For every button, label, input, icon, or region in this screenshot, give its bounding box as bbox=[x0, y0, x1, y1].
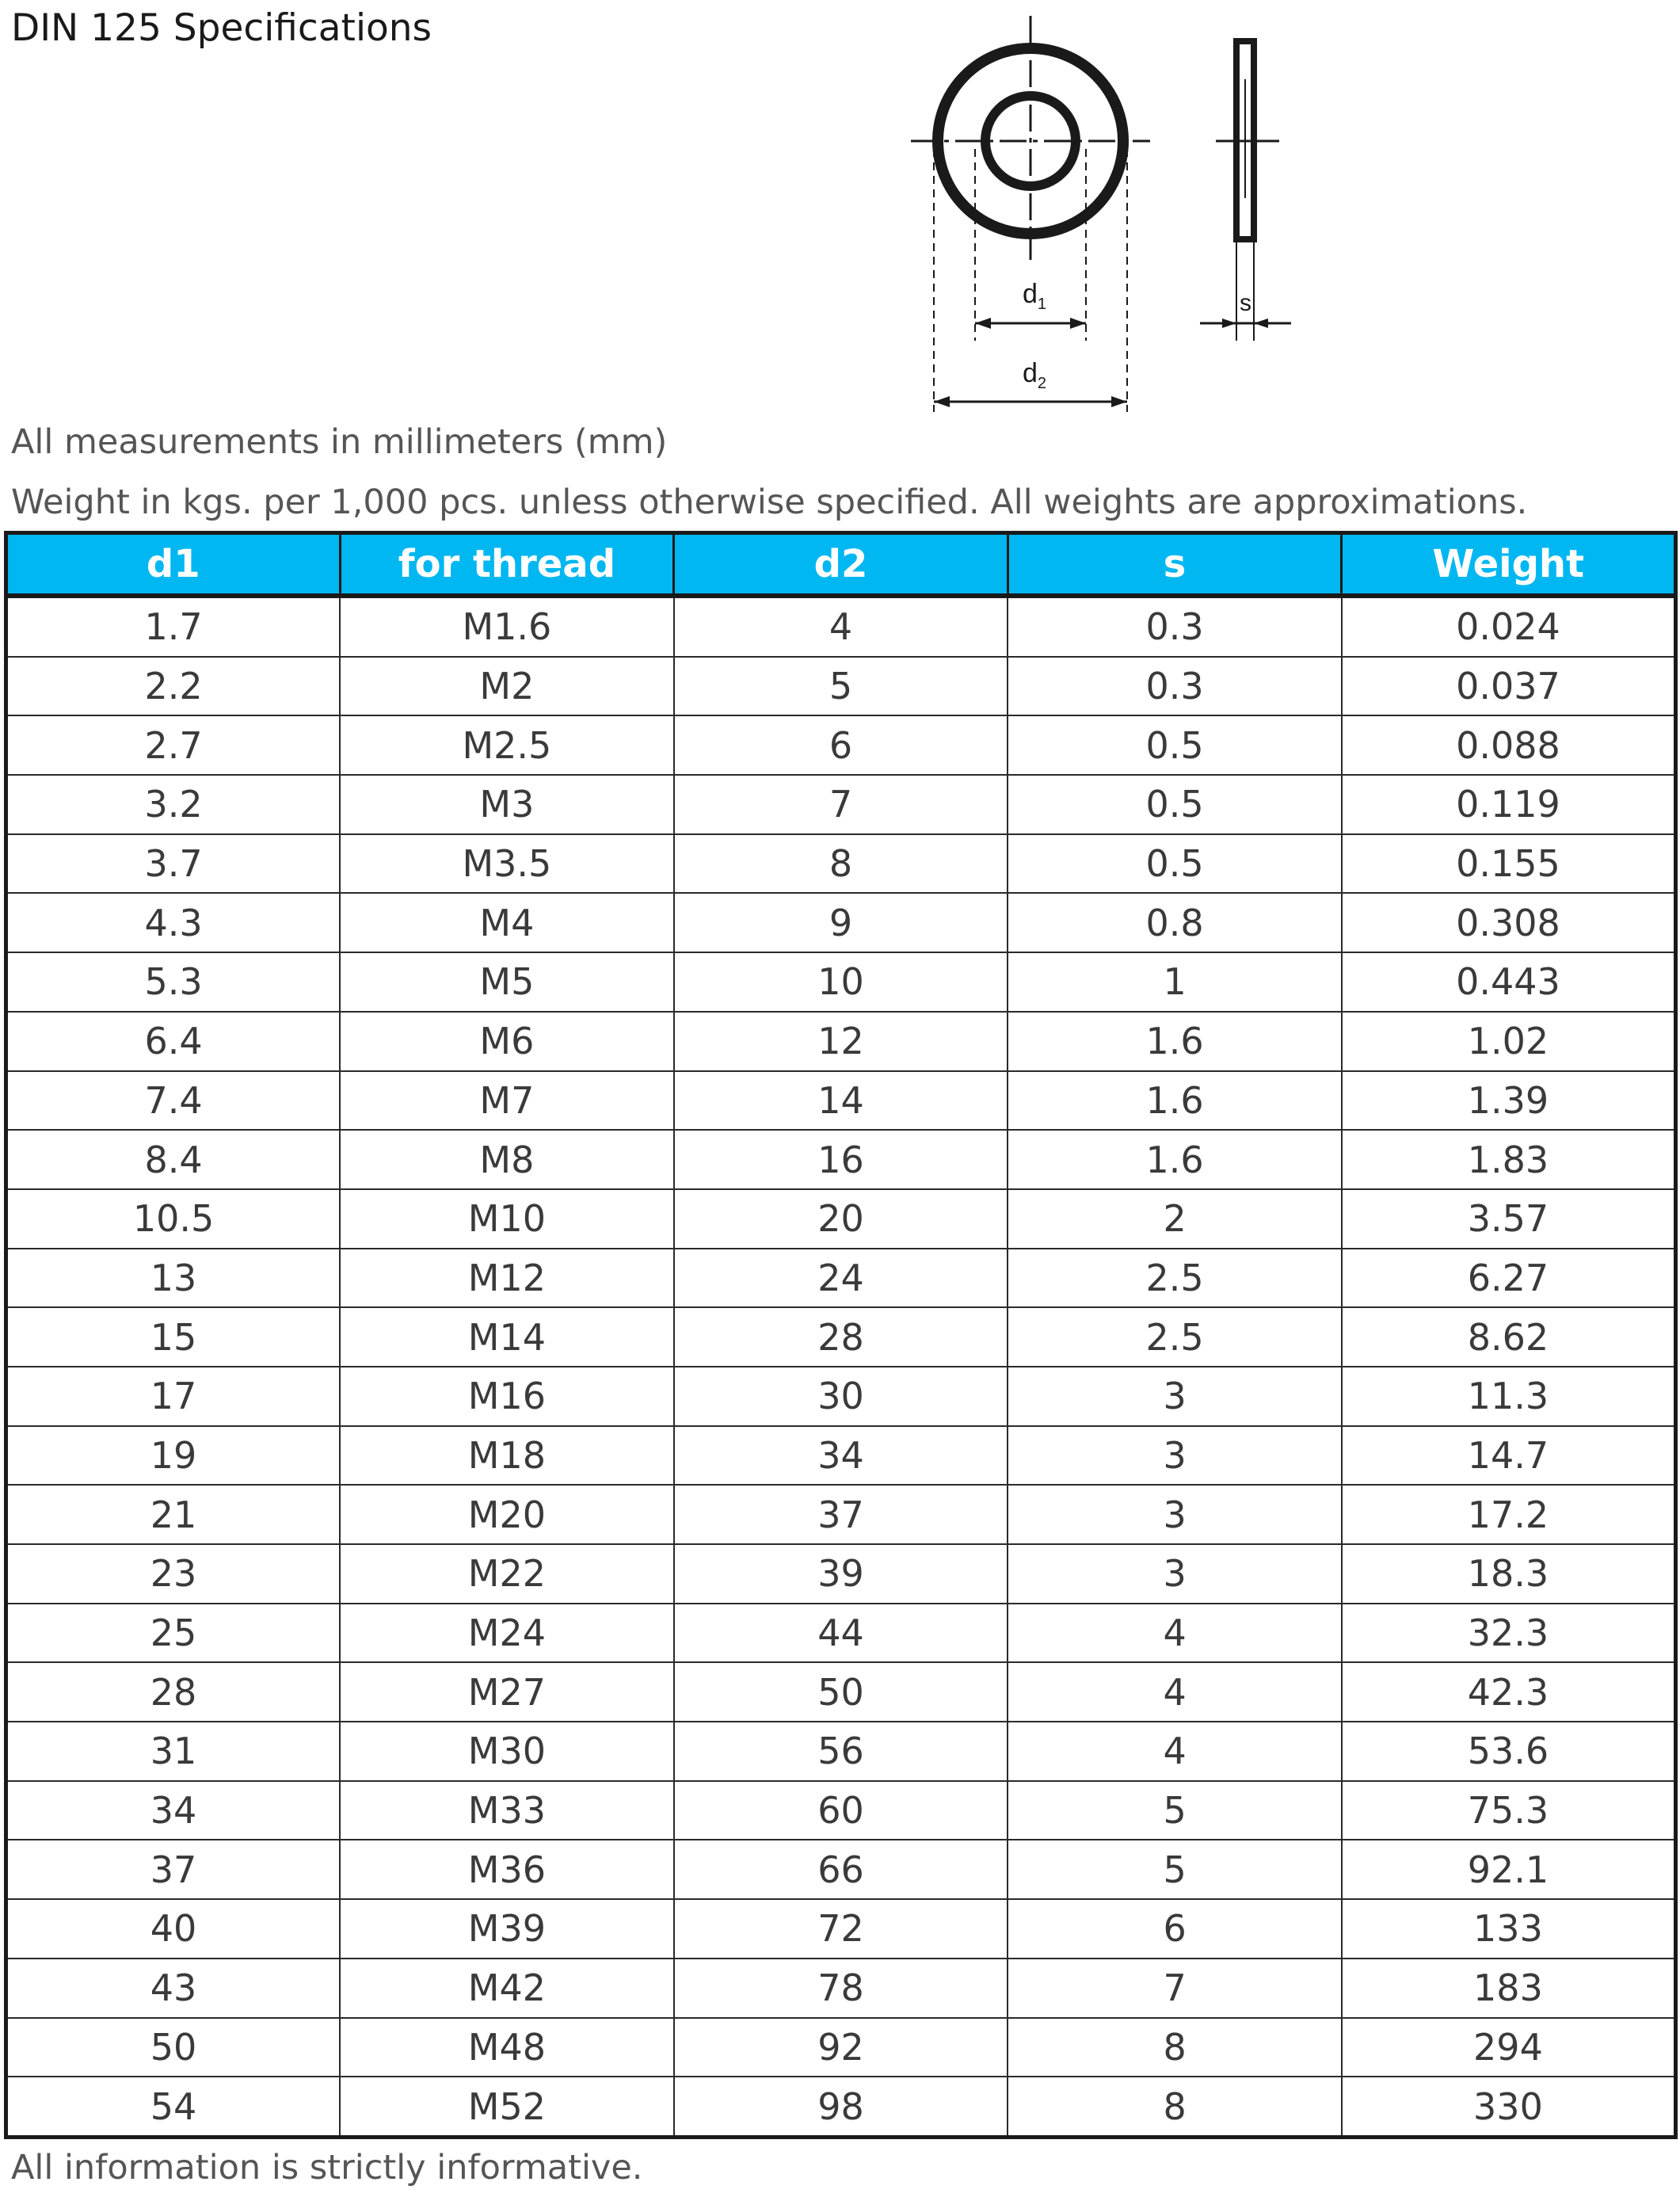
table-cell: 23 bbox=[6, 1544, 341, 1604]
table-cell: 3.57 bbox=[1342, 1189, 1676, 1249]
table-cell: M36 bbox=[340, 1840, 674, 1899]
table-cell: M48 bbox=[340, 2018, 674, 2077]
table-row bbox=[6, 1544, 1676, 1604]
table-cell: 1.83 bbox=[1342, 1130, 1676, 1189]
table-cell: M10 bbox=[340, 1189, 674, 1249]
specifications-table bbox=[4, 531, 1678, 2139]
table-cell: 0.155 bbox=[1342, 834, 1676, 894]
table-cell: M2 bbox=[340, 657, 674, 716]
table-row bbox=[6, 775, 1676, 834]
table-cell: 3 bbox=[1008, 1367, 1342, 1426]
table-cell: 0.088 bbox=[1342, 715, 1676, 775]
table-cell: M30 bbox=[340, 1722, 674, 1781]
table-cell: M5 bbox=[340, 952, 674, 1012]
table-row bbox=[6, 1840, 1676, 1899]
table-cell: 6 bbox=[674, 715, 1008, 775]
table-cell: 40 bbox=[6, 1899, 341, 1959]
table-cell: 4 bbox=[1008, 1722, 1342, 1781]
column-header-thread: for thread bbox=[340, 533, 674, 597]
table-cell: M4 bbox=[340, 893, 674, 952]
table-cell: 50 bbox=[6, 2018, 341, 2077]
table-row bbox=[6, 715, 1676, 775]
table-row bbox=[6, 1781, 1676, 1840]
table-row bbox=[6, 1485, 1676, 1544]
table-row bbox=[6, 952, 1676, 1012]
table-cell: 6 bbox=[1008, 1899, 1342, 1959]
table-cell: 16 bbox=[674, 1130, 1008, 1189]
table-row bbox=[6, 1899, 1676, 1959]
table-cell: 31 bbox=[6, 1722, 341, 1781]
table-row bbox=[6, 2077, 1676, 2137]
table-cell: 4.3 bbox=[6, 893, 341, 952]
table-cell: M18 bbox=[340, 1426, 674, 1486]
table-cell: 19 bbox=[6, 1426, 341, 1486]
table-cell: 39 bbox=[674, 1544, 1008, 1604]
footer-note: All information is strictly informative. bbox=[11, 2148, 643, 2187]
table-cell: 1 bbox=[1008, 952, 1342, 1012]
column-header-weight: Weight bbox=[1342, 533, 1676, 597]
table-cell: 66 bbox=[674, 1840, 1008, 1899]
table-cell: 4 bbox=[674, 596, 1008, 657]
table-row bbox=[6, 596, 1676, 657]
table-row bbox=[6, 657, 1676, 716]
table-row bbox=[6, 834, 1676, 894]
table-cell: 1.39 bbox=[1342, 1071, 1676, 1131]
table-cell: 54 bbox=[6, 2077, 341, 2137]
table-cell: M12 bbox=[340, 1249, 674, 1308]
table-cell: M14 bbox=[340, 1307, 674, 1367]
table-cell: 0.024 bbox=[1342, 596, 1676, 657]
table-cell: 4 bbox=[1008, 1604, 1342, 1663]
table-cell: 78 bbox=[674, 1959, 1008, 2018]
table-cell: 8.4 bbox=[6, 1130, 341, 1189]
table-cell: 0.5 bbox=[1008, 834, 1342, 894]
table-cell: 3 bbox=[1008, 1426, 1342, 1486]
table-cell: 5 bbox=[1008, 1840, 1342, 1899]
table-cell: M20 bbox=[340, 1485, 674, 1544]
table-cell: M2.5 bbox=[340, 715, 674, 775]
table-cell: 56 bbox=[674, 1722, 1008, 1781]
table-cell: 75.3 bbox=[1342, 1781, 1676, 1840]
table-cell: 7 bbox=[1008, 1959, 1342, 2018]
table-cell: 17 bbox=[6, 1367, 341, 1426]
table-cell: 37 bbox=[6, 1840, 341, 1899]
table-cell: 10 bbox=[674, 952, 1008, 1012]
table-cell: 12 bbox=[674, 1012, 1008, 1071]
weight-note: Weight in kgs. per 1,000 pcs. unless otherwise specified. All weights are approximations. bbox=[11, 483, 1528, 522]
table-cell: 42.3 bbox=[1342, 1662, 1676, 1722]
table-cell: 0.443 bbox=[1342, 952, 1676, 1012]
table-cell: 60 bbox=[674, 1781, 1008, 1840]
table-cell: 44 bbox=[674, 1604, 1008, 1663]
table-cell: M3.5 bbox=[340, 834, 674, 894]
table-cell: 4 bbox=[1008, 1662, 1342, 1722]
table-row bbox=[6, 1249, 1676, 1308]
table-cell: M22 bbox=[340, 1544, 674, 1604]
table-cell: M42 bbox=[340, 1959, 674, 2018]
table-cell: 11.3 bbox=[1342, 1367, 1676, 1426]
table-cell: 37 bbox=[674, 1485, 1008, 1544]
table-cell: 14 bbox=[674, 1071, 1008, 1131]
table-cell: M7 bbox=[340, 1071, 674, 1131]
table-cell: 53.6 bbox=[1342, 1722, 1676, 1781]
table-cell: 5 bbox=[1008, 1781, 1342, 1840]
table-row bbox=[6, 1426, 1676, 1486]
table-cell: 133 bbox=[1342, 1899, 1676, 1959]
table-cell: 50 bbox=[674, 1662, 1008, 1722]
table-row bbox=[6, 1662, 1676, 1722]
table-cell: 1.6 bbox=[1008, 1130, 1342, 1189]
table-cell: M33 bbox=[340, 1781, 674, 1840]
table-cell: 0.308 bbox=[1342, 893, 1676, 952]
table-cell: 43 bbox=[6, 1959, 341, 2018]
table-cell: 3.2 bbox=[6, 775, 341, 834]
table-cell: 8 bbox=[1008, 2018, 1342, 2077]
table-cell: 24 bbox=[674, 1249, 1008, 1308]
table-cell: 7.4 bbox=[6, 1071, 341, 1131]
table-row bbox=[6, 1130, 1676, 1189]
table-cell: 2.7 bbox=[6, 715, 341, 775]
table-cell: 8 bbox=[1008, 2077, 1342, 2137]
table-cell: 7 bbox=[674, 775, 1008, 834]
table-cell: 1.6 bbox=[1008, 1012, 1342, 1071]
table-cell: 0.037 bbox=[1342, 657, 1676, 716]
table-cell: 3 bbox=[1008, 1544, 1342, 1604]
table-cell: 92 bbox=[674, 2018, 1008, 2077]
table-cell: M16 bbox=[340, 1367, 674, 1426]
table-row bbox=[6, 1722, 1676, 1781]
table-cell: 21 bbox=[6, 1485, 341, 1544]
table-cell: 92.1 bbox=[1342, 1840, 1676, 1899]
table-cell: 0.3 bbox=[1008, 657, 1342, 716]
table-cell: 30 bbox=[674, 1367, 1008, 1426]
table-cell: M39 bbox=[340, 1899, 674, 1959]
table-cell: 9 bbox=[674, 893, 1008, 952]
table-cell: 3.7 bbox=[6, 834, 341, 894]
table-row bbox=[6, 1604, 1676, 1663]
table-header-row bbox=[6, 533, 1676, 597]
table-cell: 72 bbox=[674, 1899, 1008, 1959]
table-cell: 5.3 bbox=[6, 952, 341, 1012]
table-cell: 32.3 bbox=[1342, 1604, 1676, 1663]
washer-diagram bbox=[895, 8, 1315, 420]
table-cell: 15 bbox=[6, 1307, 341, 1367]
table-cell: 1.7 bbox=[6, 596, 341, 657]
table-cell: 1.6 bbox=[1008, 1071, 1342, 1131]
table-cell: 14.7 bbox=[1342, 1426, 1676, 1486]
table-cell: M8 bbox=[340, 1130, 674, 1189]
table-cell: 13 bbox=[6, 1249, 341, 1308]
table-cell: 98 bbox=[674, 2077, 1008, 2137]
table-cell: 25 bbox=[6, 1604, 341, 1663]
table-cell: 28 bbox=[6, 1662, 341, 1722]
table-cell: M52 bbox=[340, 2077, 674, 2137]
d1-label: $d_1$ bbox=[1023, 279, 1047, 313]
table-cell: 34 bbox=[6, 1781, 341, 1840]
table-cell: M24 bbox=[340, 1604, 674, 1663]
table-cell: 183 bbox=[1342, 1959, 1676, 2018]
table-cell: 20 bbox=[674, 1189, 1008, 1249]
table-cell: M3 bbox=[340, 775, 674, 834]
table-cell: 2.2 bbox=[6, 657, 341, 716]
table-cell: 2.5 bbox=[1008, 1307, 1342, 1367]
table-cell: 6.4 bbox=[6, 1012, 341, 1071]
table-cell: 0.3 bbox=[1008, 596, 1342, 657]
table-row bbox=[6, 1012, 1676, 1071]
table-cell: M6 bbox=[340, 1012, 674, 1071]
table-cell: 3 bbox=[1008, 1485, 1342, 1544]
table-cell: M27 bbox=[340, 1662, 674, 1722]
table-row bbox=[6, 1071, 1676, 1131]
table-cell: 2 bbox=[1008, 1189, 1342, 1249]
table-cell: 34 bbox=[674, 1426, 1008, 1486]
column-header-s: s bbox=[1008, 533, 1342, 597]
table-body bbox=[6, 596, 1676, 2138]
table-row bbox=[6, 1307, 1676, 1367]
table-cell: 0.119 bbox=[1342, 775, 1676, 834]
table-cell: 0.5 bbox=[1008, 715, 1342, 775]
table-cell: 5 bbox=[674, 657, 1008, 716]
column-header-d2: d2 bbox=[674, 533, 1008, 597]
s-label: s bbox=[1240, 290, 1251, 316]
table-cell: 0.5 bbox=[1008, 775, 1342, 834]
table-cell: 330 bbox=[1342, 2077, 1676, 2137]
table-cell: M1.6 bbox=[340, 596, 674, 657]
table-row bbox=[6, 1367, 1676, 1426]
table-cell: 18.3 bbox=[1342, 1544, 1676, 1604]
table-cell: 1.02 bbox=[1342, 1012, 1676, 1071]
table-cell: 8.62 bbox=[1342, 1307, 1676, 1367]
page-title: DIN 125 Specifications bbox=[11, 6, 432, 50]
table-cell: 6.27 bbox=[1342, 1249, 1676, 1308]
table-cell: 17.2 bbox=[1342, 1485, 1676, 1544]
table-row bbox=[6, 893, 1676, 952]
table-cell: 8 bbox=[674, 834, 1008, 894]
table-row bbox=[6, 2018, 1676, 2077]
table-cell: 10.5 bbox=[6, 1189, 341, 1249]
table-cell: 28 bbox=[674, 1307, 1008, 1367]
column-header-d1: d1 bbox=[6, 533, 341, 597]
units-note: All measurements in millimeters (mm) bbox=[11, 422, 668, 462]
table-cell: 2.5 bbox=[1008, 1249, 1342, 1308]
table-row bbox=[6, 1959, 1676, 2018]
table-row bbox=[6, 1189, 1676, 1249]
d2-label: $d_2$ bbox=[1023, 358, 1047, 392]
table-cell: 0.8 bbox=[1008, 893, 1342, 952]
table-cell: 294 bbox=[1342, 2018, 1676, 2077]
